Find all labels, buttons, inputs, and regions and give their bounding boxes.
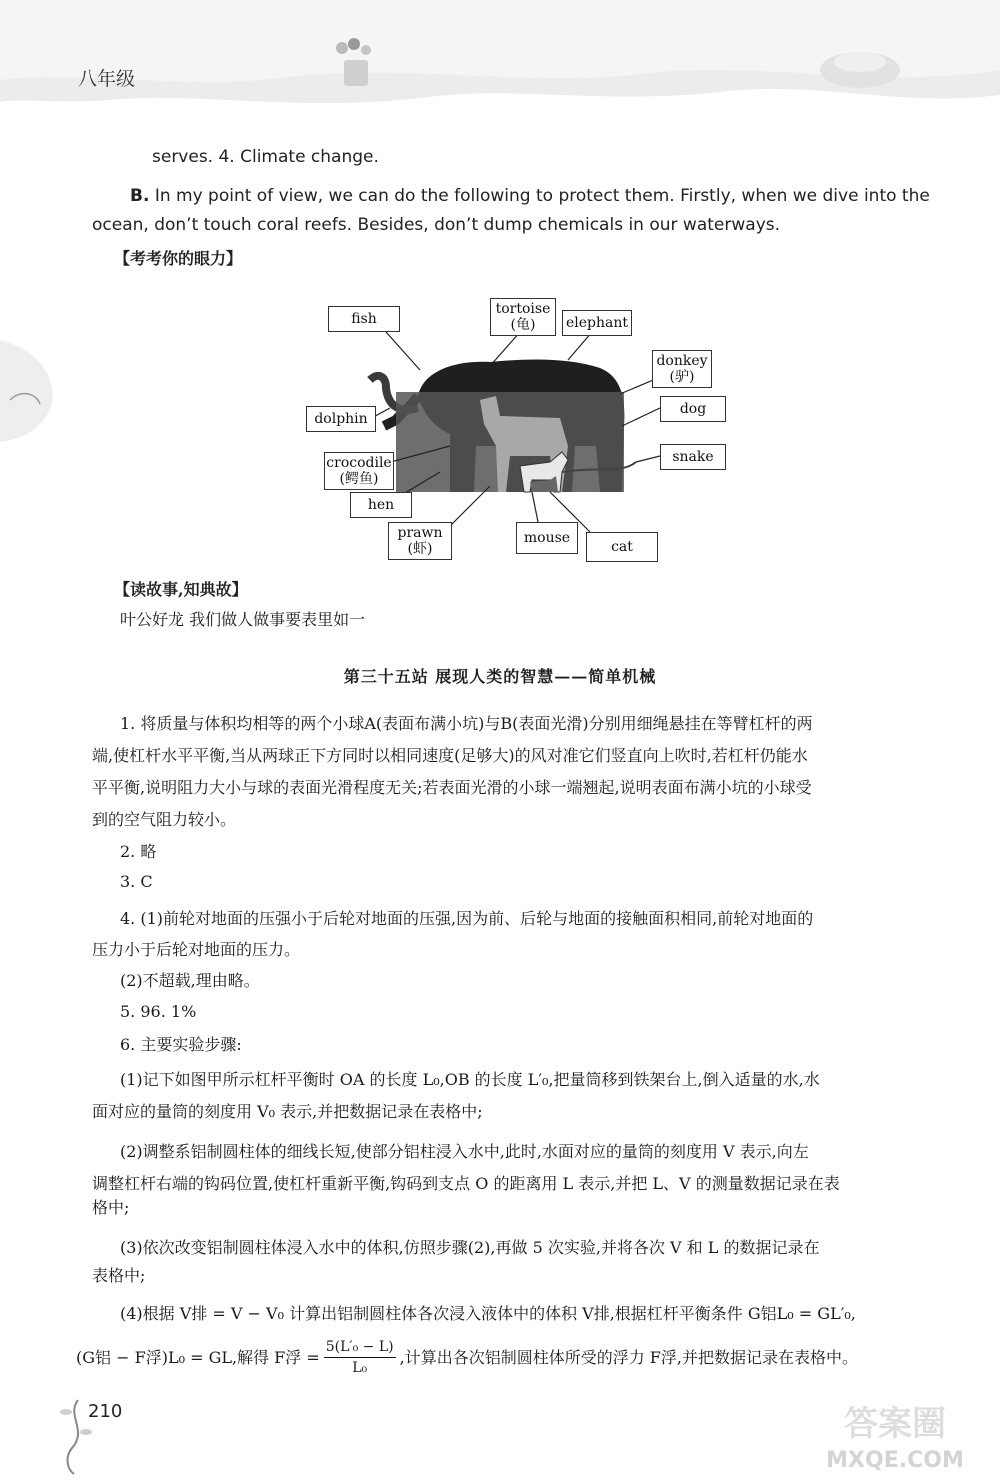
- answer-1-line1: 1. 将质量与体积均相等的两个小球A(表面布满小坑)与B(表面光滑)分别用细绳悬挂在等臂杠杆的两: [120, 714, 813, 733]
- answer-b-line2: ocean, don’t touch coral reefs. Besides, don’t dump chemicals in our waterways.: [92, 215, 781, 235]
- label-crocodile: crocodile (鳄鱼): [324, 452, 394, 490]
- answer-4-line2: 压力小于后轮对地面的压力。: [92, 940, 301, 959]
- grade-label: 八年级: [78, 68, 136, 90]
- label-prawn: prawn (虾): [388, 522, 452, 560]
- leaf-decoration-icon: [0, 330, 70, 450]
- watermark-logo: [800, 1395, 990, 1475]
- answer-6: 6. 主要实验步骤:: [120, 1035, 242, 1054]
- label-fish: fish: [328, 306, 400, 332]
- answer-1-line3: 平平衡,说明阻力大小与球的表面光滑程度无关;若表面光滑的小球一端翘起,说明表面布满小坑的小球受: [92, 778, 812, 797]
- answer-2: 2. 略: [120, 842, 157, 861]
- answer-1-line4: 到的空气阻力较小。: [92, 810, 237, 829]
- answer-6-4-line1: (4)根据 V排 = V − V₀ 计算出铝制圆柱体各次浸入液体中的体积 V排,根据杠杆平衡条件 G铝L₀ = GL′₀,: [120, 1304, 856, 1323]
- station-title: 第三十五站 展现人类的智慧——简单机械: [343, 667, 657, 686]
- formula-suffix: ,计算出各次铝制圆柱体所受的浮力 F浮,并把数据记录在表格中。: [399, 1348, 858, 1367]
- label-donkey: donkey (驴): [652, 350, 712, 388]
- label-cat: cat: [586, 532, 658, 562]
- answer-6-1-line1: (1)记下如图甲所示杠杆平衡时 OA 的长度 L₀,OB 的长度 L′₀,把量筒移到铁架台上,倒入适量的水,水: [120, 1070, 820, 1089]
- fraction-denominator: L₀: [352, 1360, 368, 1376]
- answer-1-line2: 端,使杠杆水平平衡,当从两球正下方同时以相同速度(足够大)的风对准它们竖直向上吹时,若杠杆仍能水: [92, 746, 808, 765]
- answer-b-line1: [130, 182, 930, 211]
- section-story: 【读故事,知典故】: [114, 580, 248, 599]
- buoyancy-fraction: [324, 1337, 396, 1378]
- label-hen: hen: [350, 492, 412, 518]
- answer-6-3-line1: (3)依次改变铝制圆柱体浸入水中的体积,仿照步骤(2),再做 5 次实验,并将各次 V 和 L 的数据记录在: [120, 1238, 820, 1257]
- label-elephant: elephant: [562, 310, 632, 336]
- label-dog: dog: [660, 396, 726, 422]
- answer-line-serves: serves. 4. Climate change.: [152, 147, 379, 167]
- label-mouse: mouse: [516, 522, 578, 554]
- b-label: B.: [130, 186, 150, 206]
- answer-6-1-line2: 面对应的量筒的刻度用 V₀ 表示,并把数据记录在表格中;: [92, 1102, 483, 1121]
- story-answer: 叶公好龙 我们做人做事要表里如一: [120, 610, 366, 629]
- answer-6-2-line1: (2)调整系铝制圆柱体的细线长短,使部分铝柱浸入水中,此时,水面对应的量筒的刻度用 V 表示,向左: [120, 1142, 809, 1161]
- svg-text:答案圈: 答案圈: [844, 1404, 946, 1444]
- answer-4-line1: 4. (1)前轮对地面的压强小于后轮对地面的压强,因为前、后轮与地面的接触面积相同,前轮对地面的: [120, 909, 814, 928]
- animal-size-figure: [300, 296, 740, 564]
- answer-6-2-line3: 格中;: [92, 1198, 130, 1217]
- page-number: 210: [88, 1401, 123, 1422]
- section-eyesight: 【考考你的眼力】: [114, 249, 243, 268]
- formula-prefix: (G铝 − F浮)L₀ = GL,解得 F浮 =: [76, 1348, 320, 1367]
- label-tortoise: tortoise (龟): [490, 298, 556, 336]
- answer-6-3-line2: 表格中;: [92, 1266, 146, 1285]
- label-snake: snake: [660, 444, 726, 470]
- label-dolphin: dolphin: [306, 406, 376, 432]
- answer-6-2-line2: 调整杠杆右端的钩码位置,使杠杆重新平衡,钩码到支点 O 的距离用 L 表示,并把 L、V 的测量数据记录在表: [92, 1174, 840, 1193]
- answer-4-2: (2)不超载,理由略。: [120, 971, 260, 990]
- watermark-text: MXQE.COM: [826, 1448, 964, 1473]
- answer-6-4-line2: [76, 1337, 858, 1378]
- header-decoration: [0, 0, 1000, 125]
- answer-3: 3. C: [120, 872, 153, 891]
- b-line1-text: In my point of view, we can do the following to protect them. Firstly, when we dive into the: [149, 186, 930, 206]
- fraction-numerator: 5(L′₀ − L): [324, 1337, 396, 1358]
- answer-5: 5. 96. 1%: [120, 1002, 197, 1021]
